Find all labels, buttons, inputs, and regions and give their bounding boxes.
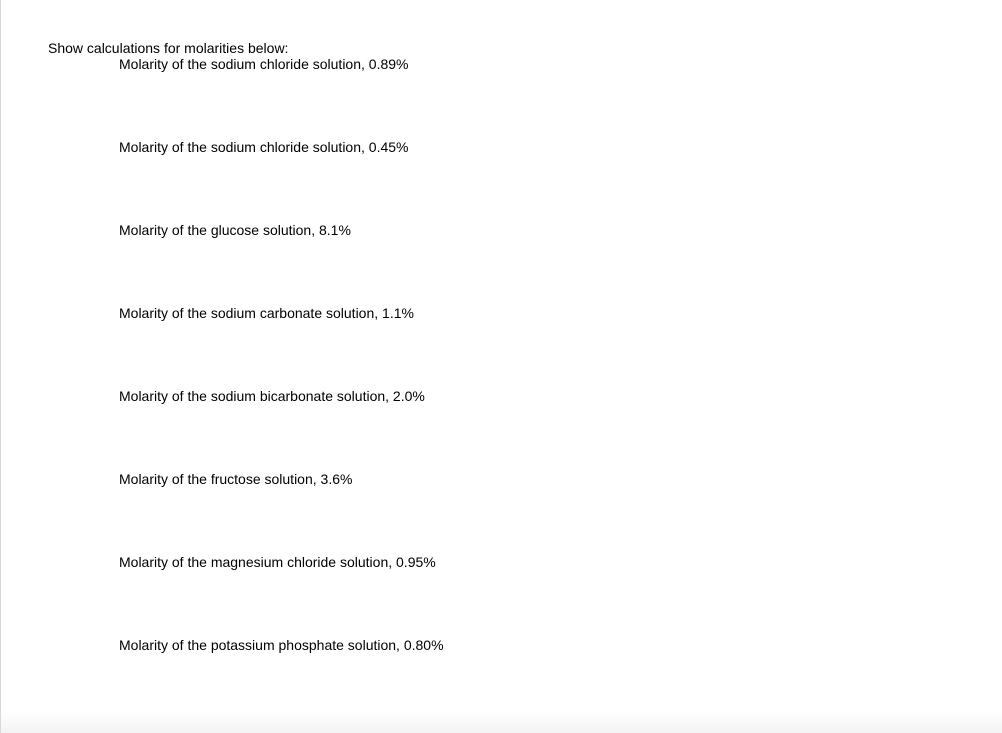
molarity-item: Molarity of the magnesium chloride solution, 0.95% <box>119 554 436 570</box>
molarity-item: Molarity of the fructose solution, 3.6% <box>119 471 353 487</box>
molarity-item: Molarity of the glucose solution, 8.1% <box>119 222 351 238</box>
instructions-heading: Show calculations for molarities below: <box>48 40 289 56</box>
molarity-item: Molarity of the sodium chloride solution, 0.45% <box>119 139 409 155</box>
page-bottom-shade <box>1 711 1002 733</box>
molarity-item: Molarity of the sodium carbonate solution, 1.1% <box>119 305 414 321</box>
molarity-item: Molarity of the sodium chloride solution, 0.89% <box>119 56 409 72</box>
document-body <box>48 40 948 720</box>
page-edge <box>0 0 1 733</box>
molarity-item: Molarity of the potassium phosphate solution, 0.80% <box>119 637 444 653</box>
molarity-item: Molarity of the sodium bicarbonate solution, 2.0% <box>119 388 425 404</box>
molarity-list <box>48 56 948 654</box>
